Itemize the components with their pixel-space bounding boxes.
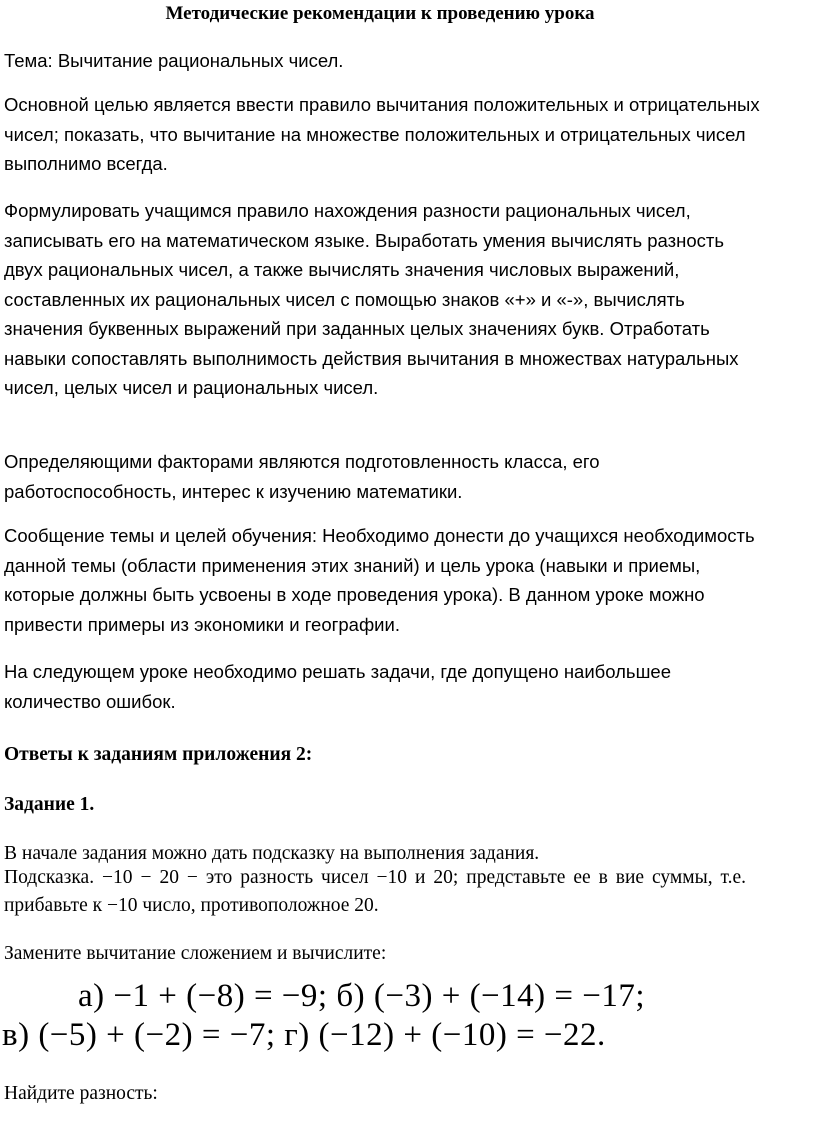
topic-line: Тема: Вычитание рациональных чисел. bbox=[4, 50, 344, 71]
task1-heading: Задание 1. bbox=[4, 794, 95, 815]
paragraph-factors: Определяющими факторами являются подготовленность класса, его работоспособность, интерес к изучению математики. bbox=[4, 451, 600, 502]
task1-intro: В начале задания можно дать подсказку на выполнения задания. bbox=[4, 843, 540, 864]
math-answers-line-1: а) −1 + (−8) = −9; б) (−3) + (−14) = −17; bbox=[78, 978, 646, 1014]
task1-hint: Подсказка. −10 − 20 − это разность чисел −10 и 20; представьте ее в вие суммы, т.е. прибавьте к −10 число, противоположное 20. bbox=[4, 867, 746, 916]
paragraph-objectives: Формулировать учащимся правило нахождения разности рациональных чисел, записывать его на математическом языке. Выработать умения вычислять разность двух рациональных чисел, а также вычислять значения числовых выражений, составленных их рациональных чисел с помощью знаков «+» и «-», вычислять значения буквенных выражений при заданных целых значениях букв. Отработать навыки сопоставлять выполнимость действия вычитания в множествах натуральных чисел, целых чисел и рациональных чисел. bbox=[4, 200, 739, 398]
document-title: Методические рекомендации к проведению урока bbox=[165, 3, 595, 24]
replace-instruction: Замените вычитание сложением и вычислите: bbox=[4, 943, 387, 964]
paragraph-goal: Основной целью является ввести правило вычитания положительных и отрицательных чисел; показать, что вычитание на множестве положительных и отрицательных чисел выполнимо всегда. bbox=[4, 94, 760, 174]
answers-heading: Ответы к заданиям приложения 2: bbox=[4, 744, 313, 765]
math-answers-line-2: в) (−5) + (−2) = −7; г) (−12) + (−10) = −22. bbox=[2, 1017, 606, 1053]
paragraph-topic-message: Сообщение темы и целей обучения: Необходимо донести до учащихся необходимость данной темы (области применения этих знаний) и цель урока (навыки и приемы, которые должны быть усвоены в ходе проведения урока). В данном уроке можно привести примеры из экономики и географии. bbox=[4, 525, 755, 635]
paragraph-next-lesson: На следующем уроке необходимо решать задачи, где допущено наибольшее количество ошибок. bbox=[4, 661, 671, 712]
find-difference-label: Найдите разность: bbox=[4, 1083, 158, 1104]
